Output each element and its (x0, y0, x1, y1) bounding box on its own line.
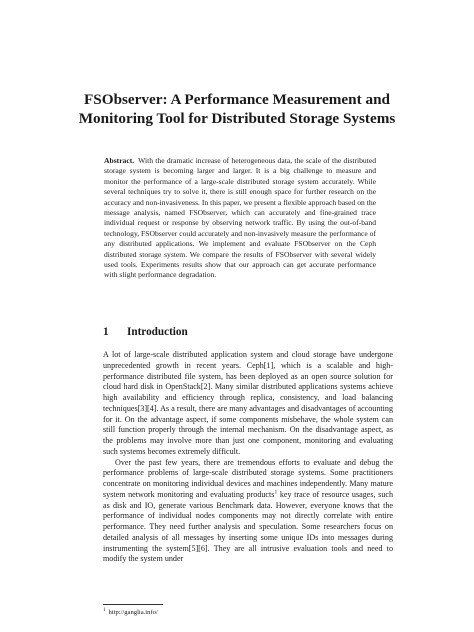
footnote-link[interactable]: http://ganglia.info/ (108, 609, 158, 617)
abstract-label: Abstract. (104, 156, 135, 165)
section-number: 1 (103, 326, 109, 338)
footnote-divider (103, 604, 163, 605)
footnote-number: 1 (103, 608, 106, 613)
abstract (104, 156, 376, 281)
title-line-1: FSObserver: A Performance Measurement and (84, 91, 390, 108)
abstract-text: With the dramatic increase of heterogeneous data, the scale of the distributed storage system is becoming larger and larger. It is a big challenge to measure and monitor the performance of a large-scale distributed storage system accurately. While several techniques try to solve it, there is still enough space for further research on the accuracy and non-invasiveness. In this paper, we present a flexible approach based on the message analysis, named FSObserver, which can accurately and fine-grained trace individual request or response by observing network traffic. By using the out-of-band technology, FSObserver could accurately and non-invasively measure the performance of any distributed applications. We implement and evaluate FSObserver on the Ceph distributed storage system. We compare the results of FSObserver with several widely used tools. Experiments results show that our approach can get accurate performance with slight performance degradation. (104, 156, 376, 280)
section-title: Introduction (127, 326, 188, 338)
footnote-marker[interactable]: 1 (274, 489, 278, 496)
paragraph-2 (103, 458, 393, 566)
title-line-2: Monitoring Tool for Distributed Storage Systems (78, 110, 396, 127)
paper-title (40, 90, 434, 128)
paragraph-2-text-b: key trace of resource usages, such as disk and IO, generate various Benchmark data. However, everyone knows that the performance of individual nodes components may not directly correlate with entire performance. They need further analysis and speculation. Some researchers focus on detailed analysis of all messages by inserting some unique IDs into messages during instrumenting the system[5][6]. They are all intrusive evaluation tools and need to modify the system under (103, 489, 393, 564)
paragraph-2-text-a: Over the past few years, there are tremendous efforts to evaluate and debug the performance problems of large-scale distributed storage systems. Some practitioners concentrate on monitoring individual devices and machines independently. Many mature system network monitoring and evaluating products (103, 457, 393, 499)
body-text (103, 350, 393, 565)
footnote (103, 607, 158, 617)
section-heading (103, 325, 188, 339)
paragraph-1: A lot of large-scale distributed application system and cloud storage have undergone unprecedented growth in recent years. Ceph[1], which is a scalable and high-performance distributed file system, has been deployed as an open source solution for cloud hard disk in OpenStack[2]. Many similar distributed applications systems achieve high availability and efficiency through replica, consistency, and load balancing techniques[3][4]. As a result, there are many advantages and disadvantages of accounting for it. On the advantage aspect, if some components misbehave, the whole system can still function properly through the internal mechanism. On the disadvantage aspect, as the problems may involve more than just one component, monitoring and evaluating such systems becomes extremely difficult. (103, 350, 393, 456)
